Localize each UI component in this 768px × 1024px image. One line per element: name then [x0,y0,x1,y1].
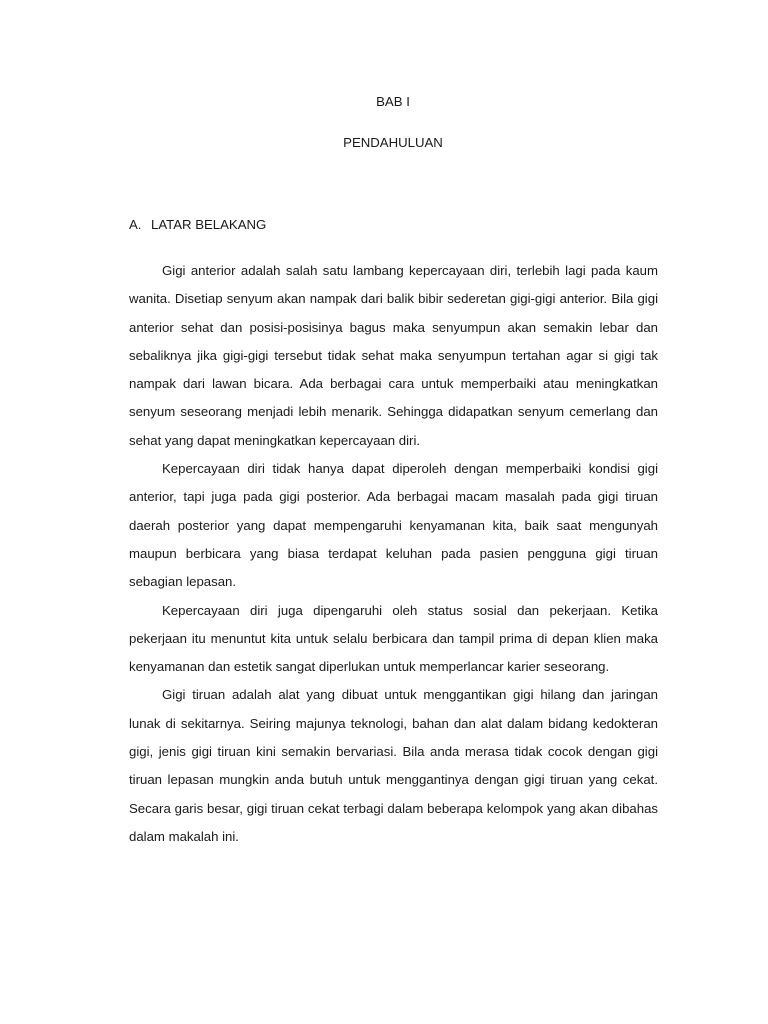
paragraph-1: Gigi anterior adalah salah satu lambang kepercayaan diri, terlebih lagi pada kaum wanita. Disetiap senyum akan nampak dari balik bibir sederetan gigi-gigi anterior. Bila gigi anterior sehat dan posisi-posisinya bagus maka senyumpun akan semakin lebar dan sebaliknya jika gigi-gigi tersebut tidak sehat maka senyumpun tertahan agar si gigi tak nampak dari lawan bicara. Ada berbagai cara untuk memperbaiki atau meningkatkan senyum seseorang menjadi lebih menarik. Sehingga didapatkan senyum cemerlang dan sehat yang dapat meningkatkan kepercayaan diri. [129,263,658,448]
paragraph-3: Kepercayaan diri juga dipengaruhi oleh status sosial dan pekerjaan. Ketika pekerjaan itu menuntut kita untuk selalu berbicara dan tampil prima di depan klien maka kenyamanan dan estetik sangat diperlukan untuk memperlancar karier seseorang. [129,602,658,675]
paragraph-4: Gigi tiruan adalah alat yang dibuat untuk menggantikan gigi hilang dan jaringan lunak di sekitarnya. Seiring majunya teknologi, bahan dan alat dalam bidang kedokteran gigi, jenis gigi tiruan kini semakin bervariasi. Bila anda merasa tidak cocok dengan gigi tiruan lepasan mungkin anda butuh untuk menggantinya dengan gigi tiruan yang cekat. Secara garis besar, gigi tiruan cekat terbagi dalam beberapa kelompok yang akan dibahas dalam makalah ini. [129,687,658,844]
section-title: LATAR BELAKANG [151,217,267,232]
section-heading [129,217,266,233]
body-text [129,257,658,851]
chapter-label: BAB I [376,94,410,109]
paragraph-2: Kepercayaan diri tidak hanya dapat diperoleh dengan memperbaiki kondisi gigi anterior, tapi juga pada gigi posterior. Ada berbagai macam masalah pada gigi tiruan daerah posterior yang dapat mempengaruhi kenyamanan kita, baik saat mengunyah maupun berbicara yang biasa terdapat keluhan pada pasien pengguna gigi tiruan sebagian lepasan. [129,461,658,590]
chapter-title: PENDAHULUAN [343,135,443,150]
section-number: A. [129,217,142,232]
